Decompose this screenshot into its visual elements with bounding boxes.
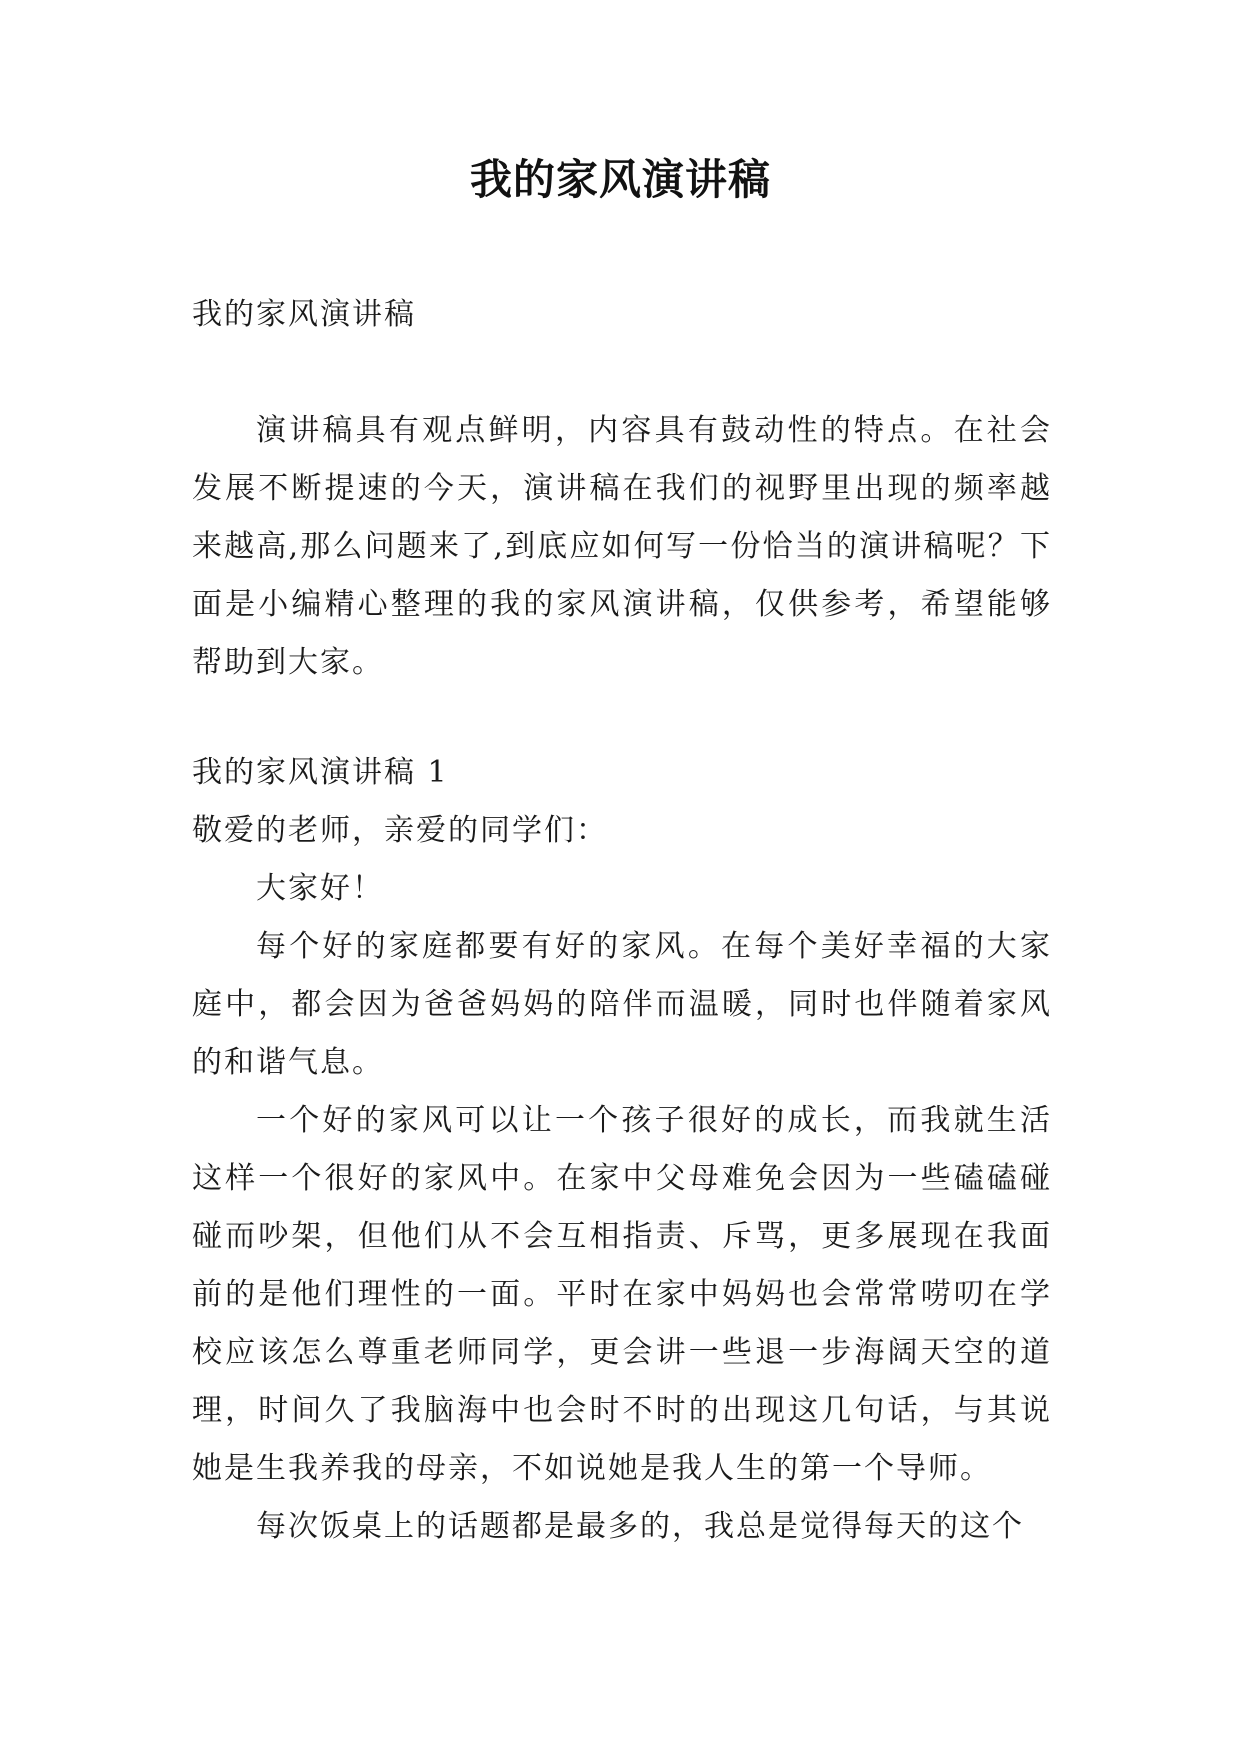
salutation: 敬爱的老师，亲爱的同学们： bbox=[192, 813, 608, 848]
body-paragraph: 一个好的家风可以让一个孩子很好的成长，而我就生活这样一个很好的家风中。在家中父母难免会因为一些磕磕碰碰而吵架，但他们从不会互相指责、斥骂，更多展现在我面前的是他们理性的一面。平时在家中妈妈也会常常唠叨在学校应该怎么尊重老师同学，更会讲一些退一步海阔天空的道理，时间久了我脑海中也会时不时的出现这几句话，与其说她是生我养我的母亲，不如说她是我人生的第一个导师。 bbox=[192, 1103, 1052, 1486]
document-subtitle: 我的家风演讲稿 bbox=[192, 297, 416, 332]
body-paragraph: 每个好的家庭都要有好的家风。在每个美好幸福的大家庭中，都会因为爸爸妈妈的陪伴而温暖，同时也伴随着家风的和谐气息。 bbox=[192, 929, 1052, 1080]
intro-paragraph: 演讲稿具有观点鲜明，内容具有鼓动性的特点。在社会发展不断提速的今天，演讲稿在我们的视野里出现的频率越来越高,那么问题来了,到底应如何写一份恰当的演讲稿呢？下面是小编精心整理的我的家风演讲稿，仅供参考，希望能够帮助到大家。 bbox=[192, 413, 1052, 680]
document-body bbox=[192, 286, 1052, 1556]
spacer bbox=[192, 344, 1052, 402]
page-title: 我的家风演讲稿 bbox=[469, 155, 771, 204]
greeting: 大家好！ bbox=[256, 871, 384, 906]
body-paragraph: 每次饭桌上的话题都是最多的，我总是觉得每天的这个 bbox=[256, 1509, 1024, 1544]
section-heading: 我的家风演讲稿 1 bbox=[192, 755, 449, 790]
spacer bbox=[192, 692, 1052, 744]
